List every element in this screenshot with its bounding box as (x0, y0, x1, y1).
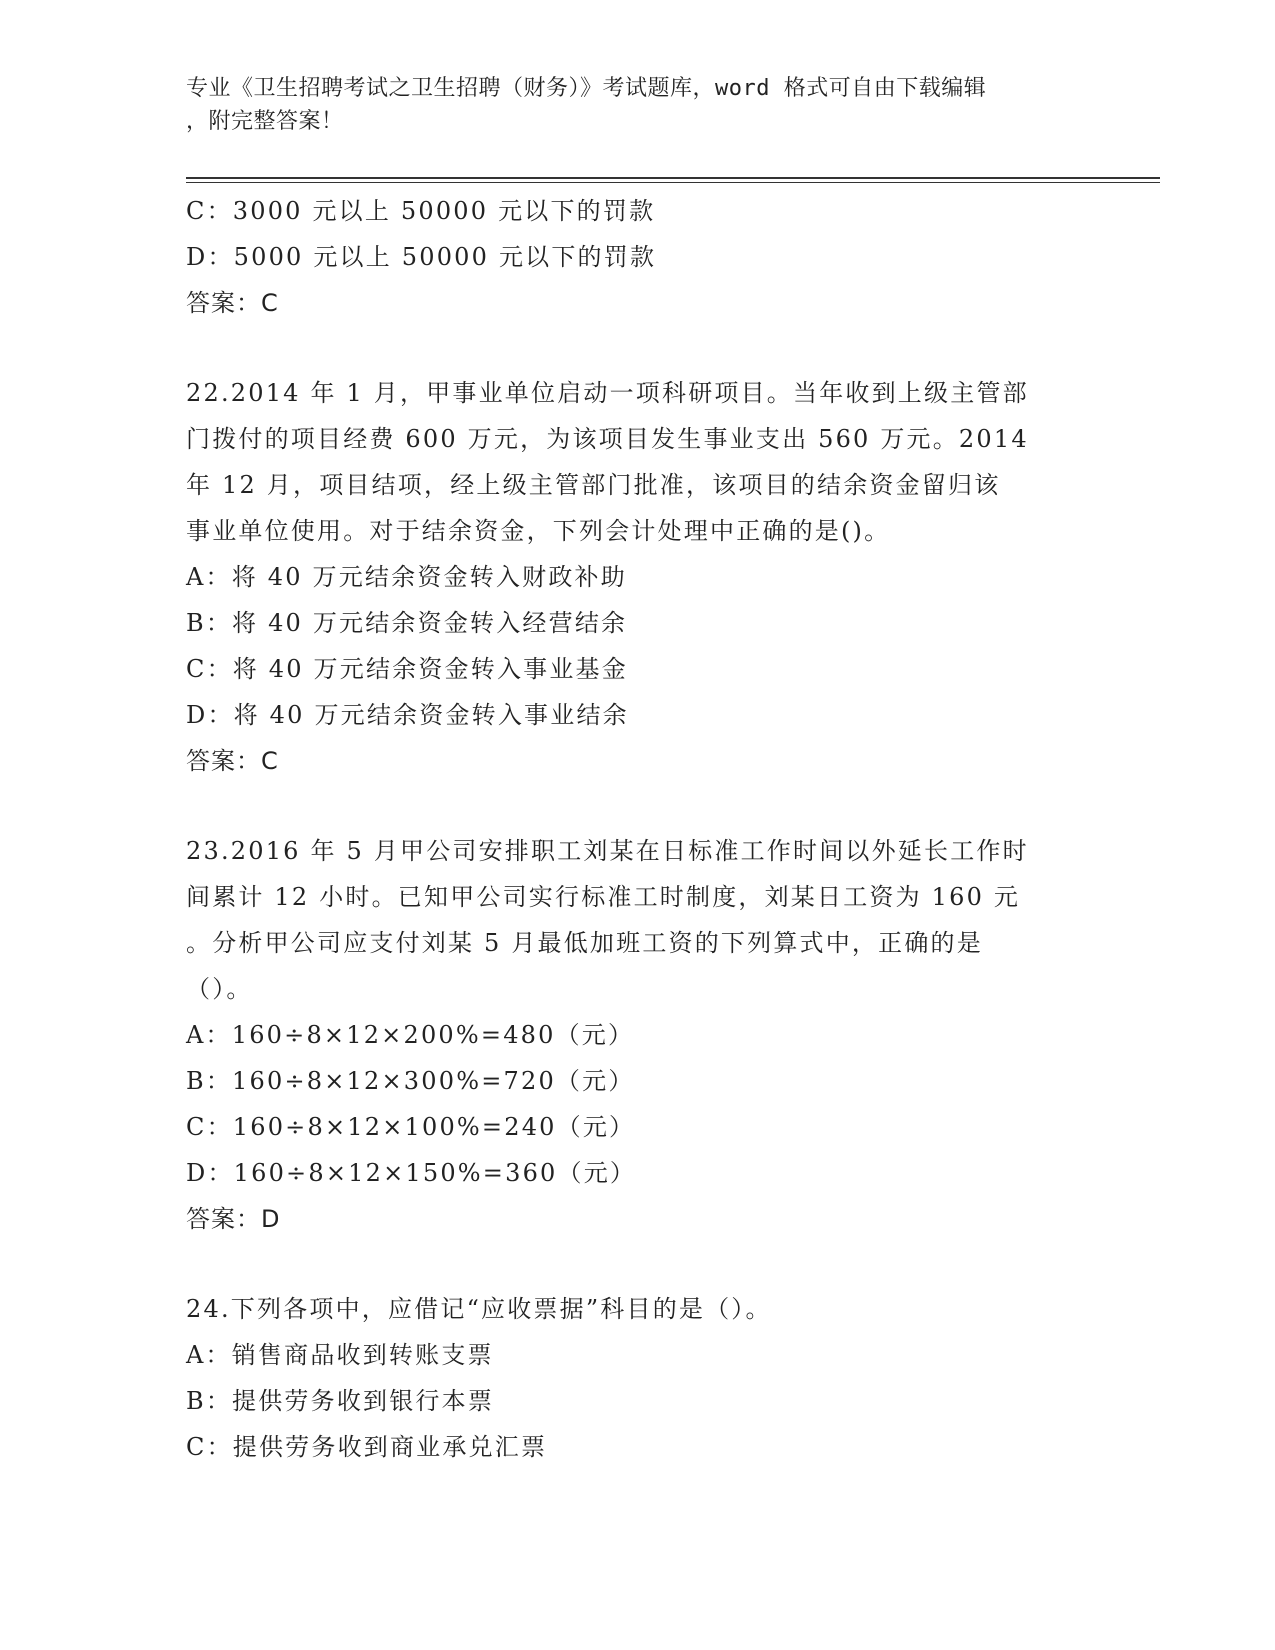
question-21-tail (186, 188, 1086, 326)
header-line-2: ，附完整答案！ (186, 109, 344, 134)
q22-stem-line-1: 22.2014 年 1 月，甲事业单位启动一项科研项目。当年收到上级主管部 (186, 379, 1029, 407)
q24-stem-line-1: 24.下列各项中，应借记“应收票据”科目的是（）。 (186, 1295, 772, 1323)
q22-stem-line-2: 门拨付的项目经费 600 万元，为该项目发生事业支出 560 万元。2014 (186, 425, 1029, 453)
header-divider-thick (186, 177, 1160, 179)
q24-option-a: A：销售商品收到转账支票 (186, 1341, 494, 1369)
q23-option-a: A：160÷8×12×200%=480（元） (186, 1021, 635, 1049)
header-line-1: 专业《卫生招聘考试之卫生招聘（财务）》考试题库，word 格式可自由下载编辑 (186, 76, 987, 101)
q22-answer: 答案：C (186, 747, 279, 775)
document-body (186, 188, 1086, 1470)
q22-stem-line-4: 事业单位使用。对于结余资金，下列会计处理中正确的是()。 (186, 517, 891, 545)
q21-option-c: C：3000 元以上 50000 元以下的罚款 (186, 197, 656, 225)
header-divider-thin (186, 182, 1160, 183)
q23-option-d: D：160÷8×12×150%=360（元） (186, 1159, 637, 1187)
q21-answer: 答案：C (186, 289, 279, 317)
q23-answer: 答案：D (186, 1205, 281, 1233)
q22-stem-line-3: 年 12 月，项目结项，经上级主管部门批准，该项目的结余资金留归该 (186, 471, 1001, 499)
question-24 (186, 1286, 1086, 1470)
q22-option-a: A：将 40 万元结余资金转入财政补助 (186, 563, 627, 591)
q22-option-b: B：将 40 万元结余资金转入经营结余 (186, 609, 628, 637)
q23-stem-line-3: 。分析甲公司应支付刘某 5 月最低加班工资的下列算式中，正确的是 (186, 929, 983, 957)
question-22 (186, 370, 1086, 784)
q22-option-c: C：将 40 万元结余资金转入事业基金 (186, 655, 628, 683)
q23-stem-line-4: （）。 (186, 975, 253, 1003)
q24-option-c: C：提供劳务收到商业承兑汇票 (186, 1433, 548, 1461)
document-header (186, 72, 1086, 138)
q23-stem-line-2: 间累计 12 小时。已知甲公司实行标准工时制度，刘某日工资为 160 元 (186, 883, 1021, 911)
q23-stem-line-1: 23.2016 年 5 月甲公司安排职工刘某在日标准工作时间以外延长工作时 (186, 837, 1029, 865)
q24-option-b: B：提供劳务收到银行本票 (186, 1387, 495, 1415)
q21-option-d: D：5000 元以上 50000 元以下的罚款 (186, 243, 657, 271)
q23-option-b: B：160÷8×12×300%=720（元） (186, 1067, 635, 1095)
question-23 (186, 828, 1086, 1242)
q23-option-c: C：160÷8×12×100%=240（元） (186, 1113, 636, 1141)
q22-option-d: D：将 40 万元结余资金转入事业结余 (186, 701, 629, 729)
